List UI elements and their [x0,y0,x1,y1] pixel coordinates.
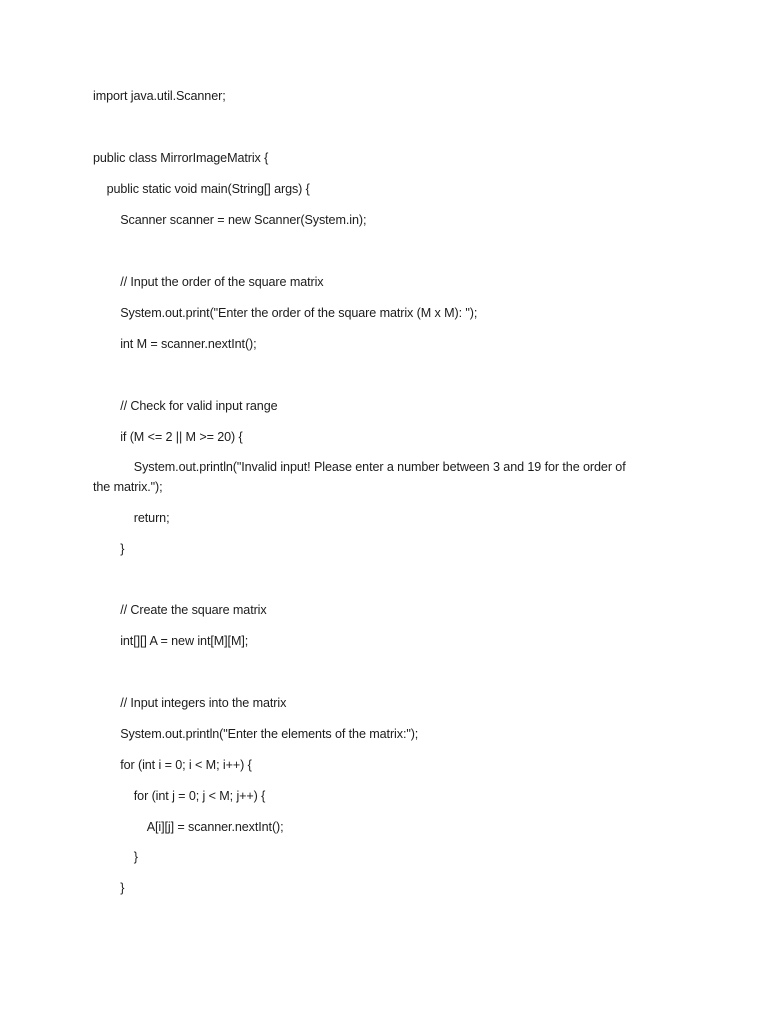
code-line-comment-input-order: // Input the order of the square matrix [93,275,324,289]
code-line-comment-input-integers: // Input integers into the matrix [93,696,287,710]
code-line-close-inner-for: } [93,850,138,864]
code-line-print-prompt: System.out.print("Enter the order of the square matrix (M x M): "); [93,306,478,320]
code-line-main-method: public static void main(String[] args) { [93,182,310,196]
code-line-if-condition: if (M <= 2 || M >= 20) { [93,430,243,444]
code-line-read-m: int M = scanner.nextInt(); [93,337,257,351]
code-line-scanner: Scanner scanner = new Scanner(System.in); [93,213,367,227]
code-line-close-outer-for: } [93,881,125,895]
code-line-declare-matrix: int[][] A = new int[M][M]; [93,634,249,648]
code-line-comment-check-range: // Check for valid input range [93,399,278,413]
code-line-print-elements-prompt: System.out.println("Enter the elements of the matrix:"); [93,727,419,741]
code-line-inner-for: for (int j = 0; j < M; j++) { [93,789,266,803]
code-line-comment-create-matrix: // Create the square matrix [93,603,267,617]
code-line-assign-element: A[i][j] = scanner.nextInt(); [93,820,284,834]
code-line-invalid-message: System.out.println("Invalid input! Please enter a number between 3 and 19 for the order of the matrix."); [93,460,626,494]
code-line-import: import java.util.Scanner; [93,89,226,103]
code-line-return: return; [93,511,170,525]
code-line-close-if: } [93,542,125,556]
code-line-outer-for: for (int i = 0; i < M; i++) { [93,758,252,772]
code-line-class-declaration: public class MirrorImageMatrix { [93,151,269,165]
